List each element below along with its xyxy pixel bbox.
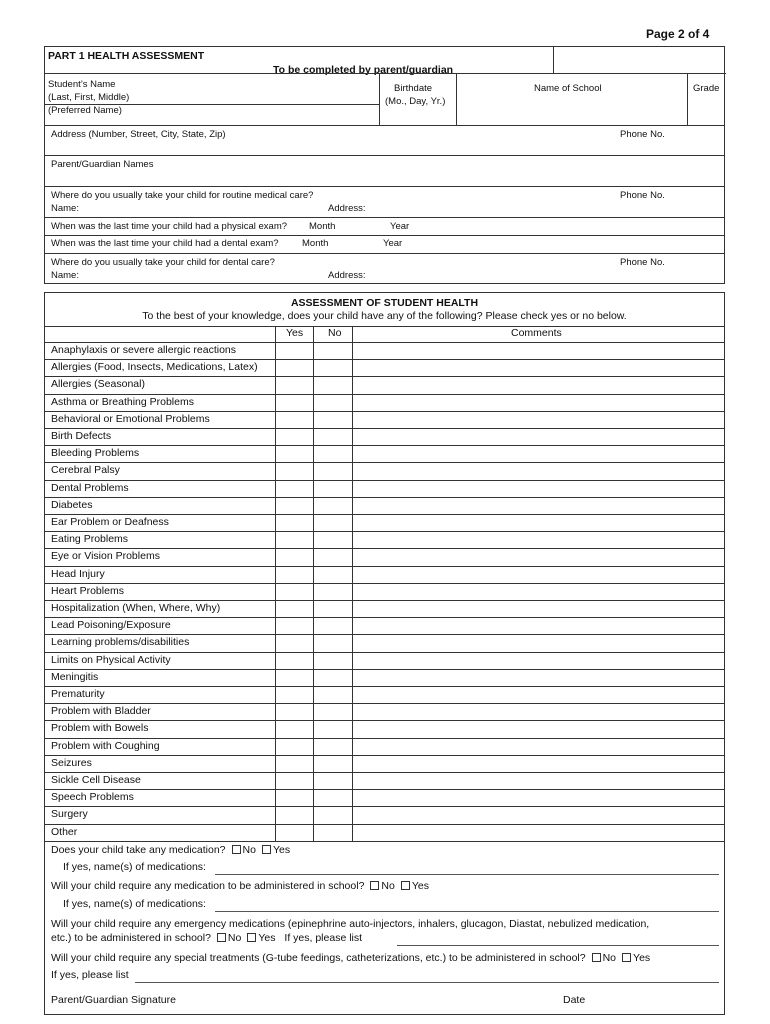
condition-comments-cell[interactable] [352,428,725,445]
condition-comments-cell[interactable] [352,566,725,583]
condition-comments-cell[interactable] [352,703,725,720]
date-label: Date [563,994,586,1006]
phone-label: Phone No. [620,129,665,140]
condition-yes-cell[interactable] [275,548,313,565]
condition-label: Seizures [51,756,92,769]
condition-label: Allergies (Seasonal) [51,378,145,391]
condition-no-cell[interactable] [313,583,352,600]
condition-no-cell[interactable] [313,789,352,806]
condition-comments-cell[interactable] [352,480,725,497]
condition-comments-cell[interactable] [352,376,725,393]
condition-comments-cell[interactable] [352,583,725,600]
condition-no-cell[interactable] [313,600,352,617]
school-medication-names-label: If yes, name(s) of medications: [63,898,206,910]
condition-label: Ear Problem or Deafness [51,516,169,528]
condition-label: Anaphylaxis or severe allergic reactions [51,344,237,356]
condition-no-cell[interactable] [313,634,352,651]
condition-comments-cell[interactable] [352,806,725,823]
condition-label: Cerebral Palsy [51,464,120,477]
birthdate-format: (Mo., Day, Yr.) [385,96,446,107]
dental-exam-question: When was the last time your child had a dental exam? [51,238,279,249]
condition-label: Heart Problems [51,584,124,597]
condition-no-cell[interactable] [313,462,352,479]
condition-comments-cell[interactable] [352,342,725,359]
condition-comments-cell[interactable] [352,497,725,514]
special-treatments-no-checkbox[interactable] [592,953,601,962]
condition-comments-cell[interactable] [352,824,725,841]
part1-health-assessment-box [44,46,725,284]
condition-label: Birth Defects [51,430,112,442]
condition-label: Eating Problems [51,533,129,546]
condition-comments-cell[interactable] [352,514,725,531]
condition-no-cell[interactable] [313,566,352,583]
physical-exam-question: When was the last time your child had a physical exam? [51,221,288,232]
school-label: Name of School [534,83,602,94]
student-name-label: Student’s Name [48,79,116,90]
condition-label: Dental Problems [51,481,129,494]
condition-yes-cell[interactable] [275,462,313,479]
routine-phone-label: Phone No. [620,190,665,201]
condition-yes-cell[interactable] [275,703,313,720]
assessment-title: ASSESSMENT OF STUDENT HEALTH [290,297,479,309]
condition-yes-cell[interactable] [275,720,313,737]
medication-question: Does your child take any medication? No Yes [51,844,291,856]
medication-no-checkbox[interactable] [232,845,241,854]
condition-no-cell[interactable] [313,669,352,686]
condition-no-cell[interactable] [313,376,352,393]
condition-no-cell[interactable] [313,824,352,841]
condition-label: Eye or Vision Problems [51,550,160,563]
condition-label: Diabetes [51,498,93,511]
condition-yes-cell[interactable] [275,445,313,462]
condition-no-cell[interactable] [313,428,352,445]
condition-yes-cell[interactable] [275,634,313,651]
condition-yes-cell[interactable] [275,497,313,514]
physical-month-label: Month [309,221,336,232]
condition-yes-cell[interactable] [275,617,313,634]
condition-comments-cell[interactable] [352,634,725,651]
emergency-medication-question-cont: etc.) to be administered in school? No Yes If yes, please list [51,932,363,944]
condition-label: Behavioral or Emotional Problems [51,412,210,425]
condition-no-cell[interactable] [313,548,352,565]
condition-no-cell[interactable] [313,497,352,514]
condition-no-cell[interactable] [313,772,352,789]
condition-yes-cell[interactable] [275,411,313,428]
col-header-comments: Comments [511,327,562,339]
condition-yes-cell[interactable] [275,514,313,531]
medication-names-label: If yes, name(s) of medications: [63,861,206,873]
condition-yes-cell[interactable] [275,531,313,548]
condition-comments-cell[interactable] [352,394,725,411]
condition-comments-cell[interactable] [352,652,725,669]
condition-no-cell[interactable] [313,359,352,376]
school-medication-question: Will your child require any medication to be administered in school? No Yes [51,880,429,892]
condition-comments-cell[interactable] [352,600,725,617]
col-header-no: No [328,327,342,339]
special-treatments-question: Will your child require any special treatments (G-tube feedings, catheterizations, etc.) to be administered in school? No Yes [51,952,651,964]
condition-no-cell[interactable] [313,531,352,548]
condition-no-cell[interactable] [313,617,352,634]
condition-yes-cell[interactable] [275,566,313,583]
condition-no-cell[interactable] [313,686,352,703]
condition-yes-cell[interactable] [275,755,313,772]
condition-yes-cell[interactable] [275,806,313,823]
emergency-medication-no-checkbox[interactable] [217,933,226,942]
dental-address-label: Address: [328,270,366,281]
physical-year-label: Year [390,221,410,232]
condition-no-cell[interactable] [313,652,352,669]
col-header-yes: Yes [286,327,304,339]
school-medication-yes-checkbox[interactable] [401,881,410,890]
address-label: Address (Number, Street, City, State, Zip) [51,129,226,140]
part1-subtitle: To be completed by parent/guardian [273,64,454,76]
condition-label: Learning problems/disabilities [51,636,190,649]
condition-label: Speech Problems [51,791,134,804]
condition-yes-cell[interactable] [275,738,313,755]
condition-label: Prematurity [51,688,105,700]
school-medication-no-checkbox[interactable] [370,881,379,890]
condition-comments-cell[interactable] [352,755,725,772]
condition-label: Other [51,825,78,838]
condition-no-cell[interactable] [313,514,352,531]
student-preferred-name-label: (Preferred Name) [48,105,122,116]
condition-no-cell[interactable] [313,342,352,359]
parent-names-label: Parent/Guardian Names [51,159,154,170]
condition-label: Limits on Physical Activity [51,653,171,666]
condition-label: Problem with Bladder [51,705,151,718]
condition-label: Asthma or Breathing Problems [51,395,194,408]
condition-comments-cell[interactable] [352,617,725,634]
condition-yes-cell[interactable] [275,394,313,411]
condition-label: Allergies (Food, Insects, Medications, Latex) [51,361,258,374]
condition-yes-cell[interactable] [275,600,313,617]
condition-label: Sickle Cell Disease [51,774,141,786]
condition-comments-cell[interactable] [352,720,725,737]
school-medication-names-field[interactable] [215,911,719,912]
condition-yes-cell[interactable] [275,359,313,376]
part1-title: PART 1 HEALTH ASSESSMENT [48,50,205,62]
condition-yes-cell[interactable] [275,583,313,600]
condition-label: Surgery [51,808,88,821]
condition-yes-cell[interactable] [275,772,313,789]
condition-comments-cell[interactable] [352,789,725,806]
condition-comments-cell[interactable] [352,772,725,789]
routine-address-label: Address: [328,203,366,214]
condition-label: Meningitis [51,670,99,683]
signature-label: Parent/Guardian Signature [51,994,176,1006]
condition-label: Problem with Bowels [51,722,149,735]
condition-label: Bleeding Problems [51,447,140,460]
dental-year-label: Year [383,238,403,249]
condition-label: Hospitalization (When, Where, Why) [51,602,221,614]
condition-label: Lead Poisoning/Exposure [51,619,171,632]
condition-comments-cell[interactable] [352,411,725,428]
condition-no-cell[interactable] [313,480,352,497]
special-treatments-yes-checkbox[interactable] [622,953,631,962]
condition-yes-cell[interactable] [275,686,313,703]
condition-no-cell[interactable] [313,806,352,823]
emergency-medication-list-field[interactable] [397,945,719,946]
dental-phone-label: Phone No. [620,257,665,268]
condition-no-cell[interactable] [313,411,352,428]
condition-yes-cell[interactable] [275,789,313,806]
condition-label: Head Injury [51,567,105,580]
condition-comments-cell[interactable] [352,531,725,548]
assessment-instructions: To the best of your knowledge, does your child have any of the following? Please check yes or no below. [142,310,627,322]
condition-comments-cell[interactable] [352,686,725,703]
birthdate-label: Birthdate [394,83,433,94]
condition-no-cell[interactable] [313,445,352,462]
routine-care-question: Where do you usually take your child for routine medical care? [51,190,314,201]
emergency-medication-yes-checkbox[interactable] [247,933,256,942]
condition-yes-cell[interactable] [275,376,313,393]
condition-no-cell[interactable] [313,394,352,411]
condition-yes-cell[interactable] [275,669,313,686]
medication-names-field[interactable] [215,874,719,875]
condition-no-cell[interactable] [313,755,352,772]
emergency-medication-question: Will your child require any emergency medications (epinephrine auto-injectors, inhalers, glucagon, Diastat, nebulized medication, [51,918,650,930]
condition-no-cell[interactable] [313,703,352,720]
special-treatments-list-label: If yes, please list [51,969,129,981]
condition-yes-cell[interactable] [275,342,313,359]
student-name-format: (Last, First, Middle) [48,92,130,103]
condition-comments-cell[interactable] [352,738,725,755]
special-treatments-list-field[interactable] [135,982,719,983]
page-number: Page 2 of 4 [646,27,710,41]
condition-comments-cell[interactable] [352,462,725,479]
condition-label: Problem with Coughing [51,739,160,752]
condition-comments-cell[interactable] [352,548,725,565]
routine-name-label: Name: [51,203,79,214]
condition-yes-cell[interactable] [275,824,313,841]
assessment-of-student-health-box [44,292,725,1015]
condition-comments-cell[interactable] [352,669,725,686]
condition-comments-cell[interactable] [352,445,725,462]
condition-no-cell[interactable] [313,738,352,755]
condition-yes-cell[interactable] [275,480,313,497]
condition-yes-cell[interactable] [275,652,313,669]
grade-label: Grade [693,83,720,94]
condition-no-cell[interactable] [313,720,352,737]
condition-comments-cell[interactable] [352,359,725,376]
dental-name-label: Name: [51,270,79,281]
condition-yes-cell[interactable] [275,428,313,445]
dental-month-label: Month [302,238,329,249]
dental-care-question: Where do you usually take your child for dental care? [51,257,275,268]
medication-yes-checkbox[interactable] [262,845,271,854]
